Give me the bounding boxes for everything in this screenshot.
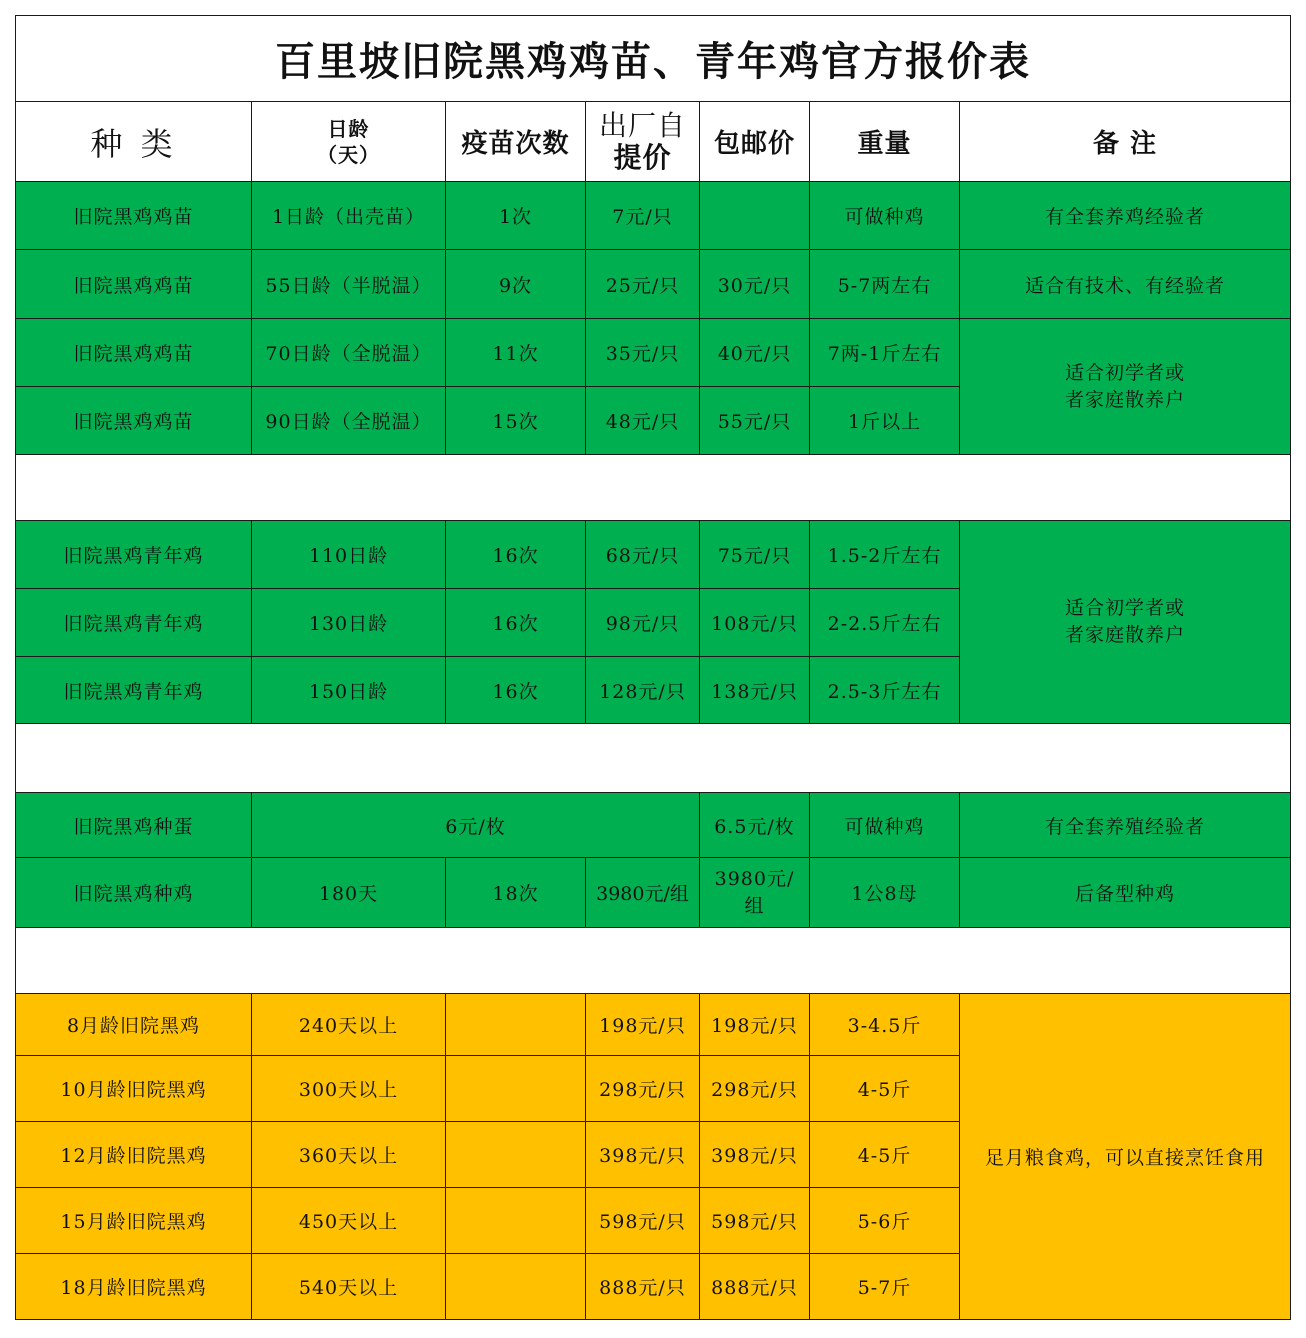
cell-type: 旧院黑鸡青年鸡 <box>16 521 252 589</box>
cell-shipping-price: 55元/只 <box>700 387 810 455</box>
cell-type: 旧院黑鸡种蛋 <box>16 793 252 858</box>
shipping-line: 3980元/ <box>714 867 795 890</box>
cell-type: 15月龄旧院黑鸡 <box>16 1188 252 1254</box>
cell-note: 有全套养鸡经验者 <box>960 182 1291 250</box>
cell-type: 旧院黑鸡青年鸡 <box>16 589 252 657</box>
cell-age: 55日龄（半脱温） <box>252 250 446 319</box>
spacer-cell <box>16 724 1291 793</box>
cell-factory-price: 98元/只 <box>586 589 700 657</box>
cell-age: 130日龄 <box>252 589 446 657</box>
header-shipping-price: 包邮价 <box>700 102 810 182</box>
cell-factory-price: 398元/只 <box>586 1122 700 1188</box>
cell-vaccine <box>446 1188 586 1254</box>
cell-vaccine: 16次 <box>446 521 586 589</box>
spacer-cell <box>16 928 1291 994</box>
table-row <box>16 319 1291 387</box>
cell-type: 旧院黑鸡鸡苗 <box>16 182 252 250</box>
cell-factory-price: 888元/只 <box>586 1254 700 1320</box>
shipping-line: 组 <box>744 894 765 917</box>
table-row <box>16 250 1291 319</box>
note-line: 者家庭散养户 <box>1065 624 1186 646</box>
cell-age: 300天以上 <box>252 1056 446 1122</box>
page-title: 百里坡旧院黑鸡鸡苗、青年鸡官方报价表 <box>16 16 1291 102</box>
cell-age: 110日龄 <box>252 521 446 589</box>
cell-shipping-price: 30元/只 <box>700 250 810 319</box>
cell-shipping-price: 138元/只 <box>700 657 810 724</box>
cell-age: 90日龄（全脱温） <box>252 387 446 455</box>
cell-age: 1日龄（出壳苗） <box>252 182 446 250</box>
cell-weight: 3-4.5斤 <box>810 994 960 1056</box>
cell-type: 8月龄旧院黑鸡 <box>16 994 252 1056</box>
cell-factory-price: 3980元/组 <box>586 858 700 928</box>
table-row <box>16 858 1291 928</box>
cell-type: 旧院黑鸡种鸡 <box>16 858 252 928</box>
table-row <box>16 521 1291 589</box>
cell-factory-price: 48元/只 <box>586 387 700 455</box>
cell-weight: 7两-1斤左右 <box>810 319 960 387</box>
cell-vaccine <box>446 1254 586 1320</box>
cell-weight: 1.5-2斤左右 <box>810 521 960 589</box>
cell-shipping-price: 40元/只 <box>700 319 810 387</box>
table-row <box>16 994 1291 1056</box>
cell-weight: 1公8母 <box>810 858 960 928</box>
cell-type: 旧院黑鸡鸡苗 <box>16 319 252 387</box>
cell-age: 540天以上 <box>252 1254 446 1320</box>
note-line: 适合初学者或 <box>1065 361 1186 384</box>
cell-weight: 4-5斤 <box>810 1122 960 1188</box>
cell-type: 旧院黑鸡鸡苗 <box>16 250 252 319</box>
cell-age: 450天以上 <box>252 1188 446 1254</box>
title-row <box>16 16 1291 102</box>
header-row <box>16 102 1291 182</box>
cell-factory-price: 198元/只 <box>586 994 700 1056</box>
cell-factory-price: 298元/只 <box>586 1056 700 1122</box>
cell-vaccine <box>446 1056 586 1122</box>
cell-note-shared: 足月粮食鸡，可以直接烹饪食用 <box>960 994 1291 1320</box>
table-row <box>16 793 1291 858</box>
cell-weight: 2.5-3斤左右 <box>810 657 960 724</box>
cell-weight: 5-6斤 <box>810 1188 960 1254</box>
cell-type: 10月龄旧院黑鸡 <box>16 1056 252 1122</box>
cell-factory-price: 6元/枚 <box>252 793 700 858</box>
note-line: 者家庭散养户 <box>1065 388 1186 411</box>
cell-factory-price: 35元/只 <box>586 319 700 387</box>
cell-shipping-price: 888元/只 <box>700 1254 810 1320</box>
cell-factory-price: 25元/只 <box>586 250 700 319</box>
spacer-row <box>16 455 1291 521</box>
cell-vaccine: 16次 <box>446 657 586 724</box>
cell-factory-price: 68元/只 <box>586 521 700 589</box>
cell-note: 有全套养殖经验者 <box>960 793 1291 858</box>
cell-vaccine: 15次 <box>446 387 586 455</box>
cell-age: 70日龄（全脱温） <box>252 319 446 387</box>
spacer-cell <box>16 455 1291 521</box>
note-line: 适合初学者或 <box>1065 597 1186 619</box>
table-row <box>16 182 1291 250</box>
cell-weight: 可做种鸡 <box>810 182 960 250</box>
cell-weight: 5-7两左右 <box>810 250 960 319</box>
header-weight: 重量 <box>810 102 960 182</box>
cell-type: 旧院黑鸡青年鸡 <box>16 657 252 724</box>
header-vaccine: 疫苗次数 <box>446 102 586 182</box>
cell-note: 后备型种鸡 <box>960 858 1291 928</box>
header-age <box>252 102 446 182</box>
header-factory-price <box>586 102 700 182</box>
cell-age: 240天以上 <box>252 994 446 1056</box>
spacer-row <box>16 724 1291 793</box>
cell-type: 18月龄旧院黑鸡 <box>16 1254 252 1320</box>
cell-weight: 可做种鸡 <box>810 793 960 858</box>
cell-note-shared <box>960 521 1291 724</box>
cell-age: 150日龄 <box>252 657 446 724</box>
cell-vaccine <box>446 1122 586 1188</box>
cell-shipping-price: 108元/只 <box>700 589 810 657</box>
cell-type: 12月龄旧院黑鸡 <box>16 1122 252 1188</box>
cell-shipping-price: 198元/只 <box>700 994 810 1056</box>
cell-factory-price: 7元/只 <box>586 182 700 250</box>
cell-vaccine: 18次 <box>446 858 586 928</box>
cell-weight: 1斤以上 <box>810 387 960 455</box>
cell-weight: 2-2.5斤左右 <box>810 589 960 657</box>
header-factory-line1: 出厂自 <box>598 108 686 142</box>
cell-shipping-price <box>700 858 810 928</box>
cell-shipping-price: 6.5元/枚 <box>700 793 810 858</box>
cell-type: 旧院黑鸡鸡苗 <box>16 387 252 455</box>
cell-shipping-price: 598元/只 <box>700 1188 810 1254</box>
header-factory-line2: 提价 <box>613 140 672 174</box>
spacer-row <box>16 928 1291 994</box>
header-age-line2: （天） <box>317 142 380 167</box>
header-type: 种 类 <box>16 102 252 182</box>
cell-vaccine: 16次 <box>446 589 586 657</box>
cell-weight: 5-7斤 <box>810 1254 960 1320</box>
cell-vaccine <box>446 994 586 1056</box>
cell-shipping-price <box>700 182 810 250</box>
cell-factory-price: 128元/只 <box>586 657 700 724</box>
cell-note-shared <box>960 319 1291 455</box>
cell-vaccine: 1次 <box>446 182 586 250</box>
price-table <box>15 15 1291 1320</box>
cell-factory-price: 598元/只 <box>586 1188 700 1254</box>
cell-weight: 4-5斤 <box>810 1056 960 1122</box>
cell-shipping-price: 298元/只 <box>700 1056 810 1122</box>
cell-vaccine: 9次 <box>446 250 586 319</box>
cell-age: 360天以上 <box>252 1122 446 1188</box>
header-age-line1: 日龄 <box>327 116 370 141</box>
cell-note: 适合有技术、有经验者 <box>960 250 1291 319</box>
cell-shipping-price: 75元/只 <box>700 521 810 589</box>
cell-shipping-price: 398元/只 <box>700 1122 810 1188</box>
cell-vaccine: 11次 <box>446 319 586 387</box>
header-notes: 备 注 <box>960 102 1291 182</box>
cell-age: 180天 <box>252 858 446 928</box>
